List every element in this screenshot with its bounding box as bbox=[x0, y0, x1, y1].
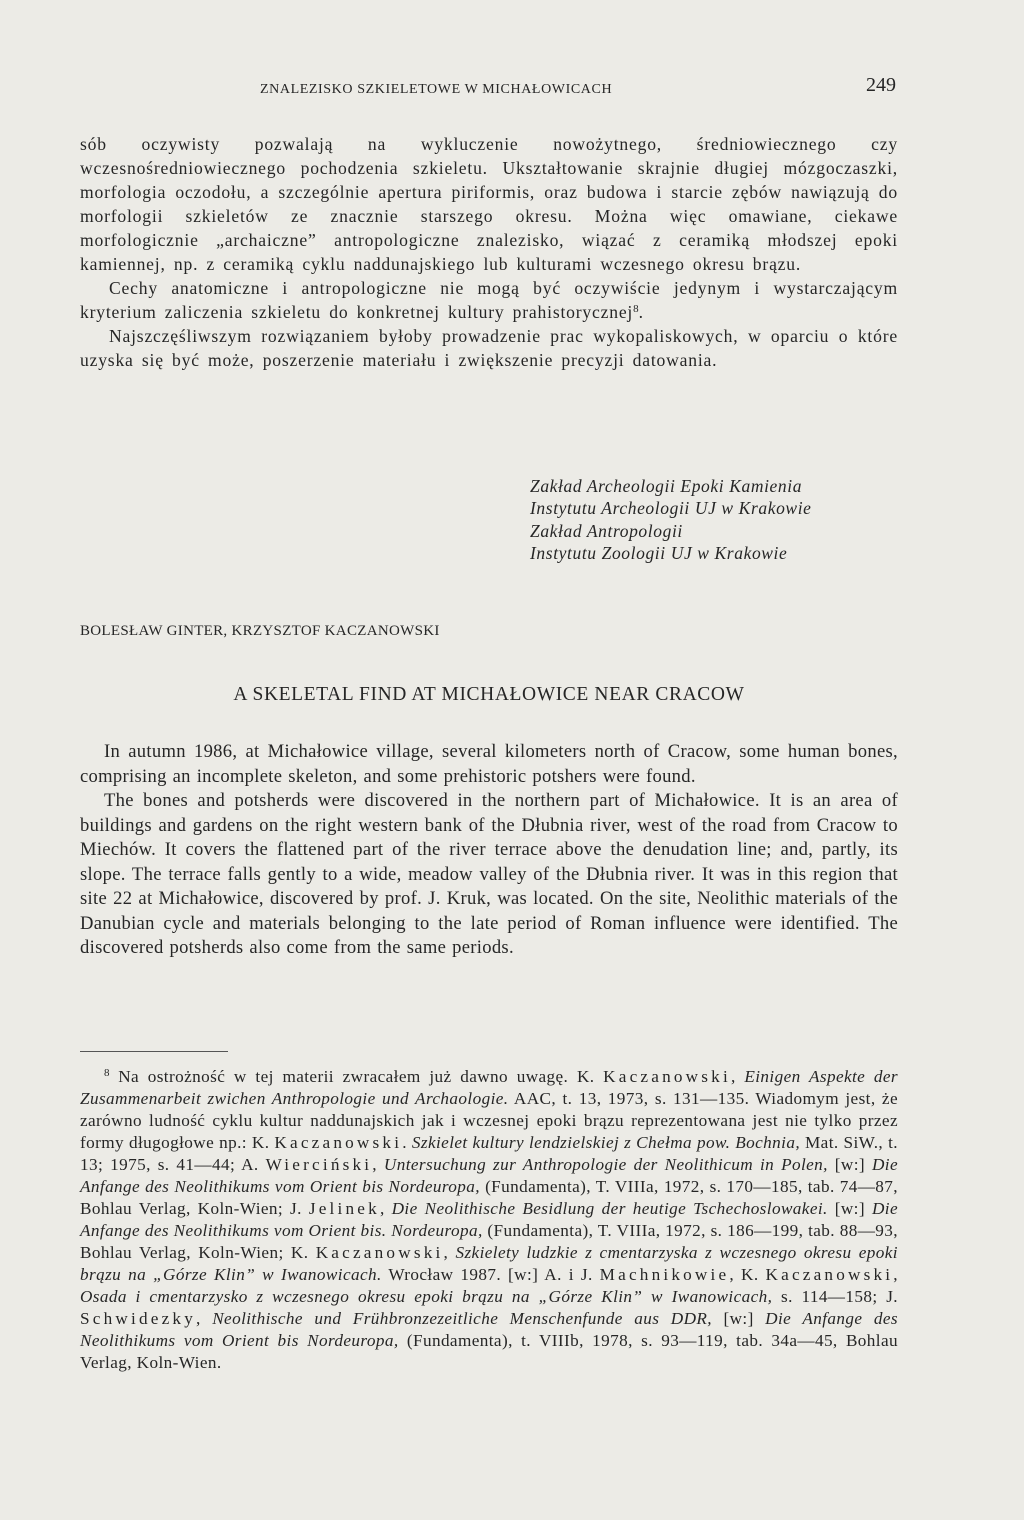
affiliation-line: Instytutu Archeologii UJ w Krakowie bbox=[530, 498, 812, 519]
footnote-segment: AAC, t. 13, 1973, s. 131—135. Wiadomym jest, że zarówno ludność cyklu kultur naddunajskich jak i wczesnej epoki brązu reprezentowana jest nie tylko przez formy długogłowe np.: K. bbox=[80, 1089, 898, 1152]
footnote-segment: . bbox=[402, 1133, 412, 1152]
footnote-segment: , bbox=[372, 1155, 384, 1174]
footnote-work-title: Die Anfange des Neolithikums vom Orient bis. Nordeuropa, bbox=[80, 1199, 898, 1240]
footnote-text bbox=[80, 1066, 898, 1374]
footnote-author: Wierciński bbox=[265, 1155, 373, 1174]
footnote-author: Machnikowie bbox=[599, 1265, 730, 1284]
polish-paragraph-3: Najszczęśliwszym rozwiązaniem byłoby prowadzenie prac wykopaliskowych, w oparciu o które uzyska się być może, poszerzenie materiału i zwiększenie precyzji datowania. bbox=[80, 326, 898, 370]
footnote-reference: 8 bbox=[633, 303, 639, 315]
running-head: ZNALEZISKO SZKIELETOWE W MICHAŁOWICACH bbox=[260, 82, 613, 97]
footnote-author: Jelinek bbox=[308, 1199, 380, 1218]
footnote-segment: , bbox=[730, 1067, 745, 1086]
footnote-segment: [w:] bbox=[711, 1309, 766, 1328]
footnote-segment: s. 114—158; J. bbox=[772, 1287, 899, 1306]
footnote-segment: Na ostrożność w tej materii zwracałem już dawno uwagę. K. bbox=[118, 1067, 604, 1086]
footnote-segment: , bbox=[379, 1199, 392, 1218]
footnote-number: 8 bbox=[104, 1067, 110, 1079]
footnote-work-title: Die Anfange des Neolithikums vom Orient bis Nordeuropa, bbox=[80, 1309, 898, 1350]
footnote-work-title: Die Anfange des Neolithikums vom Orient bis Nordeuropa, bbox=[80, 1155, 898, 1196]
polish-paragraph-2-end: . bbox=[638, 302, 644, 322]
affiliation-line: Zakład Antropologii bbox=[530, 520, 683, 541]
footnote-work-title: Einigen Aspekte der Zusammenarbeit zwichen Anthropologie und Archaologie. bbox=[80, 1067, 898, 1108]
footnote-segment: Wrocław 1987. [w:] A. i J. bbox=[381, 1265, 600, 1284]
footnote-segment: (Fundamenta), t. VIIIb, 1978, s. 93—119, tab. 34a—45, Bohlau Verlag, Koln-Wien. bbox=[80, 1331, 898, 1372]
footnote-work-title: Osada i cmentarzysko z wczesnego okresu epoki brązu na „Górze Klin” w Iwanowicach, bbox=[80, 1287, 773, 1306]
polish-paragraph-2-text: Cechy anatomiczne i antropologiczne nie mogą być oczywiście jedynym i wystarczającym kryterium zaliczenia szkieletu do konkretnej kultury prahistorycznej bbox=[80, 278, 898, 322]
footnote-work-title: Szkielet kultury lendzielskiej z Chełma pow. Bochnia, bbox=[411, 1133, 801, 1152]
footnote-work-title: Untersuchung zur Anthropologie der Neolithicum in Polen, bbox=[383, 1155, 828, 1174]
footnote-segment: , bbox=[196, 1309, 213, 1328]
article-title: A SKELETAL FIND AT MICHAŁOWICE NEAR CRACOW bbox=[233, 684, 745, 705]
english-paragraph-1: In autumn 1986, at Michałowice village, several kilometers north of Cracow, some human bones, comprising an incomplete skeleton, and some prehistoric potshers were found. bbox=[80, 741, 898, 787]
footnote-segment: , bbox=[893, 1265, 898, 1284]
footnote-author: Kaczanowski bbox=[315, 1243, 444, 1262]
footnote-divider bbox=[80, 1051, 228, 1052]
footnote-segment: (Fundamenta), T. VIIIa, 1972, s. 170—185, tab. 74—87, Bohlau Verlag, Koln-Wien; J. bbox=[80, 1177, 898, 1218]
affiliation-line: Zakład Archeologii Epoki Kamienia bbox=[530, 476, 803, 496]
affiliation-line: Instytutu Zoologii UJ w Krakowie bbox=[530, 543, 788, 564]
polish-text bbox=[80, 132, 898, 372]
footnote-segment: [w:] bbox=[827, 1199, 872, 1218]
english-paragraph-2: The bones and potsherds were discovered in the northern part of Michałowice. It is an area of buildings and gardens on the right western bank of the Dłubnia river, west of the road from Cracow to Miechów. It covers the flattened part of the river terrace above the denudation line; and, partly, its slope. The terrace falls gently to a wide, meadow valley of the Dłubnia river. It was in this region that site 22 at Michałowice, discovered by prof. J. Kruk, was located. On the site, Neolithic materials of the Danubian cycle and materials belonging to the late period of Roman influence were identified. The discovered potsherds also come from the same periods. bbox=[80, 790, 898, 958]
footnote-author: Kaczanowski bbox=[765, 1265, 894, 1284]
footnote bbox=[80, 1066, 898, 1374]
footnote-segment: (Fundamenta), T. VIIIa, 1972, s. 186—199, tab. 88—93, Bohlau Verlag, Koln-Wien; K. bbox=[80, 1221, 898, 1262]
footnote-author: Schwidezky bbox=[80, 1309, 197, 1328]
footnote-segment: , K. bbox=[729, 1265, 766, 1284]
footnote-segment: Mat. SiW., t. 13; 1975, s. 41—44; A. bbox=[80, 1133, 898, 1174]
footnote-author: Kaczanowski bbox=[603, 1067, 731, 1086]
polish-paragraph-2 bbox=[80, 276, 898, 324]
footnote-segment: , bbox=[443, 1243, 456, 1262]
polish-paragraph-1: sób oczywisty pozwalają na wykluczenie nowożytnego, średniowiecznego czy wczesnośredniowiecznego pochodzenia szkieletu. Ukształtowanie skrajnie długiej mózgoczaszki, morfologia oczodołu, a szczególnie apertura piriformis, oraz budowa i starcie zębów nawiązują do morfologii szkieletów ze znacznie starszego okresu. Można więc omawiane, ciekawe morfologicznie „archaiczne” antropologiczne znalezisko, wiązać z ceramiką młodszej epoki kamiennej, np. z ceramiką cyklu naddunajskiego lub kulturami wczesnego okresu brązu. bbox=[80, 134, 898, 274]
footnote-work-title: Die Neolithische Besidlung der heutige Tschechoslowakei. bbox=[391, 1199, 828, 1218]
footnote-work-title: Neolithische und Frühbronzezeitliche Menschenfunde aus DDR, bbox=[212, 1309, 712, 1328]
footnote-work-title: Szkielety ludzkie z cmentarzyska z wczesnego okresu epoki brązu na „Górze Klin” w Iwanowicach. bbox=[80, 1243, 898, 1284]
page-number: 249 bbox=[866, 74, 896, 96]
footnote-segment: [w:] bbox=[827, 1155, 872, 1174]
footnote-author: Kaczanowski bbox=[274, 1133, 403, 1152]
affiliation-block bbox=[530, 475, 900, 565]
authors: BOLESŁAW GINTER, KRZYSZTOF KACZANOWSKI bbox=[80, 623, 440, 639]
english-text bbox=[80, 740, 898, 961]
